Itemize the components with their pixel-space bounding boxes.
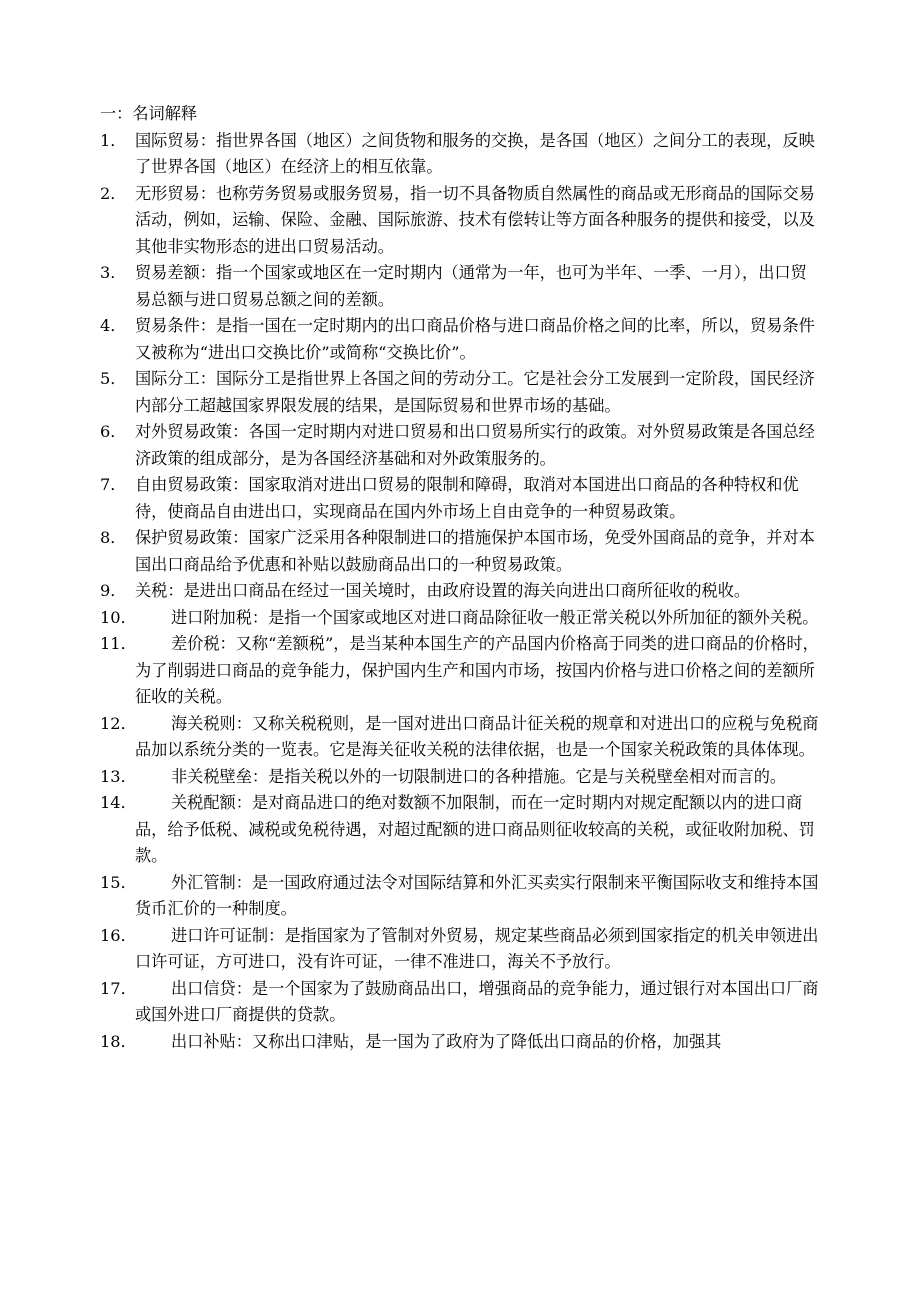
term-item — [100, 631, 822, 711]
term-text — [135, 260, 822, 313]
term-number: 8． — [100, 528, 127, 547]
term-item — [100, 870, 822, 923]
term-definition: 国家广泛采用各种限制进口的措施保护本国市场，免受外国商品的竞争，并对本国出口商品给予优惠和补贴以鼓励商品出口的一种贸易政策。 — [135, 528, 815, 574]
term-item — [100, 525, 822, 578]
term-item — [100, 764, 822, 791]
term-item — [100, 419, 822, 472]
term-item — [100, 472, 822, 525]
term-name: 自由贸易政策： — [135, 475, 249, 494]
term-text — [135, 128, 822, 181]
term-name: 出口补贴： — [171, 1031, 252, 1051]
document-body — [100, 101, 822, 1055]
term-text — [135, 870, 822, 923]
term-definition: 又称出口津贴，是一国为了政府为了降低出口商品的价格，加强其 — [251, 1031, 722, 1051]
term-item — [100, 128, 822, 181]
term-definition: 是一国政府通过法令对国际结算和外汇买卖实行限制来平衡国际收支和维持本国货币汇价的一种制度。 — [135, 872, 819, 918]
term-name: 海关税则： — [171, 713, 252, 733]
term-item — [100, 711, 822, 764]
term-number: 17． — [100, 978, 137, 998]
term-definition: 是指关税以外的一切限制进口的各种措施。它是与关税壁垒相对而言的。 — [268, 766, 787, 786]
term-text — [135, 181, 822, 261]
term-definition: 各国一定时期内对进口贸易和出口贸易所实行的政策。对外贸易政策是各国总经济政策的组成部分，是为各国经济基础和对外政策服务的。 — [135, 422, 815, 468]
term-definition: 国际分工是指世界上各国之间的劳动分工。它是社会分工发展到一定阶段，国民经济内部分工超越国家界限发展的结果，是国际贸易和世界市场的基础。 — [135, 369, 815, 415]
term-number: 16． — [100, 925, 137, 945]
term-number: 18． — [100, 1031, 137, 1051]
term-name: 非关税壁垒： — [171, 766, 269, 786]
term-text — [135, 313, 822, 366]
term-name: 关税： — [135, 581, 184, 600]
term-text — [135, 711, 822, 764]
term-text — [135, 419, 822, 472]
term-name: 对外贸易政策： — [135, 422, 249, 441]
term-item — [100, 181, 822, 261]
term-item — [100, 578, 822, 605]
term-definition: 是指一个国家或地区对进口商品除征收一般正常关税以外所加征的额外关税。 — [268, 607, 819, 627]
term-definition: 又称“差额税”，是当某种本国生产的产品国内价格高于同类的进口商品的价格时，为了削弱进口商品的竞争能力，保护国内生产和国内市场，按国内价格与进口价格之间的差额所征收的关税。 — [135, 634, 819, 706]
term-name: 国际分工： — [135, 369, 216, 388]
term-text — [135, 1029, 822, 1056]
term-definition: 是对商品进口的绝对数额不加限制，而在一定时期内对规定配额以内的进口商品，给予低税、减税或免税待遇，对超过配额的进口商品则征收较高的关税，或征收附加税、罚款。 — [135, 793, 815, 865]
term-number: 4． — [100, 316, 127, 335]
term-name: 出口信贷： — [171, 978, 252, 998]
term-number: 14． — [100, 793, 137, 812]
term-definition: 指一个国家或地区在一定时期内（通常为一年，也可为半年、一季、一月），出口贸易总额与进口贸易总额之间的差额。 — [135, 263, 807, 309]
term-number: 7． — [100, 475, 127, 494]
term-definition: 也称劳务贸易或服务贸易，指一切不具备物质自然属性的商品或无形商品的国际交易活动，例如，运输、保险、金融、国际旅游、技术有偿转让等方面各种服务的提供和接受，以及其他非实物形态的进出口贸易活动。 — [135, 183, 815, 256]
term-number: 10． — [100, 607, 137, 627]
term-definition: 是一个国家为了鼓励商品出口，增强商品的竞争能力，通过银行对本国出口厂商或国外进口厂商提供的贷款。 — [135, 978, 819, 1024]
term-number: 2． — [100, 183, 127, 203]
term-definition: 是指一国在一定时期内的出口商品价格与进口商品价格之间的比率，所以，贸易条件又被称为“进出口交换比价”或简称“交换比价”。 — [135, 316, 815, 362]
term-definition: 是指国家为了管制对外贸易，规定某些商品必须到国家指定的机关申领进出口许可证，方可进口，没有许可证，一律不准进口，海关不予放行。 — [135, 925, 819, 971]
term-name: 国际贸易： — [135, 130, 216, 150]
term-text — [135, 578, 822, 605]
term-name: 进口附加税： — [171, 607, 269, 627]
term-name: 关税配额： — [171, 793, 252, 812]
term-name: 差价税： — [171, 634, 236, 653]
term-text — [135, 525, 822, 578]
term-name: 保护贸易政策： — [135, 528, 249, 547]
term-name: 无形贸易： — [135, 183, 216, 203]
term-number: 12． — [100, 713, 137, 733]
term-text — [135, 923, 822, 976]
term-name: 贸易差额： — [135, 263, 216, 282]
term-definition: 又称关税税则，是一国对进出口商品计征关税的规章和对进出口的应税与免税商品加以系统分类的一览表。它是海关征收关税的法律依据，也是一个国家关税政策的具体体现。 — [135, 713, 819, 759]
term-text — [135, 631, 822, 711]
term-number: 1． — [100, 130, 127, 150]
term-name: 贸易条件： — [135, 316, 216, 335]
term-item — [100, 1029, 822, 1056]
term-text — [135, 472, 822, 525]
term-item — [100, 313, 822, 366]
term-text — [135, 605, 822, 632]
term-item — [100, 605, 822, 632]
term-item — [100, 790, 822, 870]
term-text — [135, 976, 822, 1029]
term-number: 9． — [100, 581, 127, 600]
term-number: 5． — [100, 369, 127, 388]
term-item — [100, 976, 822, 1029]
term-item — [100, 260, 822, 313]
section-heading: 一：名词解释 — [100, 104, 198, 123]
term-definition: 指世界各国（地区）之间货物和服务的交换，是各国（地区）之间分工的表现，反映了世界各国（地区）在经济上的相互依靠。 — [135, 130, 815, 176]
term-number: 13． — [100, 766, 137, 786]
term-number: 15． — [100, 872, 137, 892]
term-list — [100, 128, 822, 1056]
term-item — [100, 923, 822, 976]
term-number: 3． — [100, 263, 127, 282]
term-name: 进口许可证制： — [171, 925, 285, 945]
term-number: 11． — [100, 634, 137, 653]
term-definition: 国家取消对进出口贸易的限制和障碍，取消对本国进出口商品的各种特权和优待，使商品自由进出口，实现商品在国内外市场上自由竞争的一种贸易政策。 — [135, 475, 799, 521]
term-text — [135, 366, 822, 419]
term-item — [100, 366, 822, 419]
term-name: 外汇管制： — [171, 872, 252, 892]
term-text — [135, 764, 822, 791]
term-definition: 是进出口商品在经过一国关境时，由政府设置的海关向进出口商所征收的税收。 — [183, 581, 751, 600]
term-text — [135, 790, 822, 870]
term-number: 6． — [100, 422, 127, 441]
